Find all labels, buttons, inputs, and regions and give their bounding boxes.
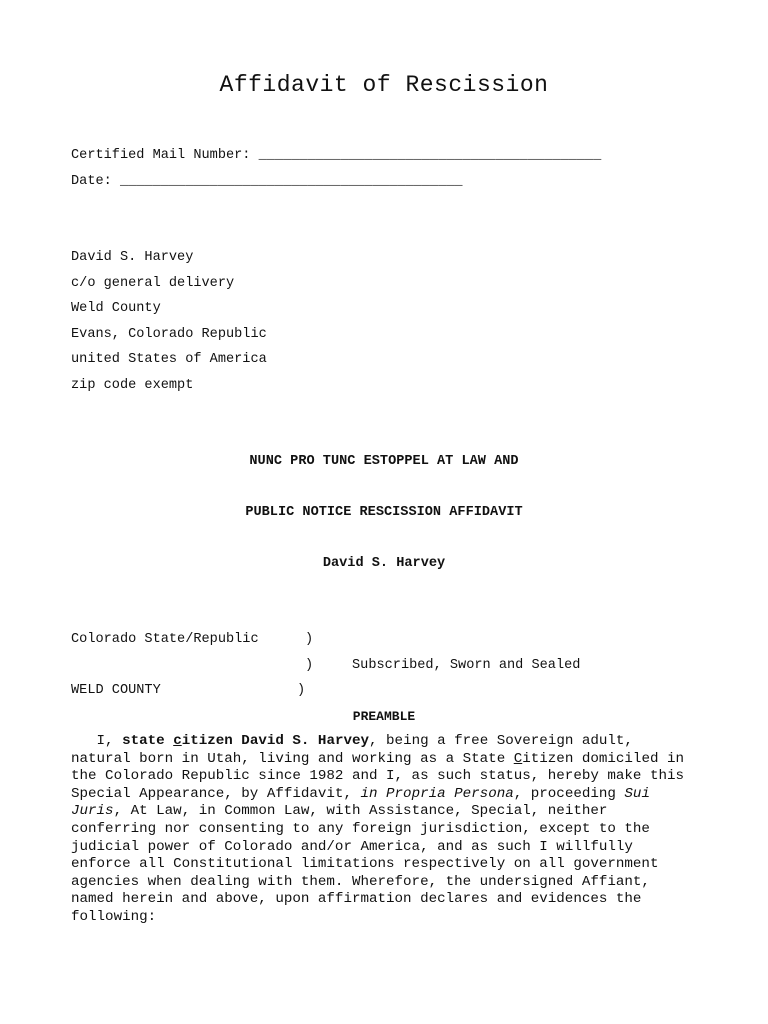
date-line: Date: __________________________________________ xyxy=(71,174,463,189)
preamble-heading: PREAMBLE xyxy=(352,709,416,724)
venue-paren: ) xyxy=(305,632,314,647)
preamble-lead: I, xyxy=(71,733,123,749)
address-line: united States of America xyxy=(71,352,267,367)
heading-line-2: PUBLIC NOTICE RESCISSION AFFIDAVIT xyxy=(245,505,523,520)
preamble-paragraph xyxy=(71,733,701,927)
preamble-italic: in Propria Persona xyxy=(360,785,514,802)
venue-paren: ) xyxy=(305,658,314,673)
preamble-text: , At Law, in Common Law, with Assistance, Special, neither conferring nor consenting to any foreign jurisdiction, except to the judicial power of Colorado and/or America, and as such I willfully enforce all Constitutional limitations respectively on all government agencies when dealing with them. Wherefore, the undersigned Affiant, named herein and above, upon affirmation declares and evidences the following: xyxy=(71,803,667,925)
preamble-text: , being a free Sovereign adult, natural born in Utah, living and working as a State xyxy=(71,733,642,767)
address-line: c/o general delivery xyxy=(71,276,235,291)
venue-county: WELD COUNTY xyxy=(71,683,161,698)
document-title: Affidavit of Rescission xyxy=(219,72,549,98)
address-line: zip code exempt xyxy=(71,378,194,393)
certified-mail-line: Certified Mail Number: __________________________________________ xyxy=(71,148,602,163)
preamble-italic: Sui Juris xyxy=(71,785,659,820)
address-line: Weld County xyxy=(71,301,161,316)
preamble-bold: state xyxy=(122,733,174,749)
venue-state: Colorado State/Republic xyxy=(71,632,259,647)
address-line: Evans, Colorado Republic xyxy=(71,327,267,342)
preamble-text: itizen domiciled in the Colorado Republic since 1982 and I, as such status, hereby make this Special Appearance, by Affidavit, xyxy=(71,750,693,802)
address-line: David S. Harvey xyxy=(71,250,194,265)
preamble-text: , proceeding xyxy=(513,785,625,802)
venue-subscribed: Subscribed, Sworn and Sealed xyxy=(352,658,581,673)
preamble-bold-name: itizen David S. Harvey xyxy=(181,733,370,749)
heading-line-1: NUNC PRO TUNC ESTOPPEL AT LAW AND xyxy=(249,454,519,469)
preamble-underline: C xyxy=(513,750,523,767)
preamble-bold-underline: c xyxy=(173,733,182,749)
venue-paren: ) xyxy=(297,683,306,698)
heading-name: David S. Harvey xyxy=(322,556,446,571)
